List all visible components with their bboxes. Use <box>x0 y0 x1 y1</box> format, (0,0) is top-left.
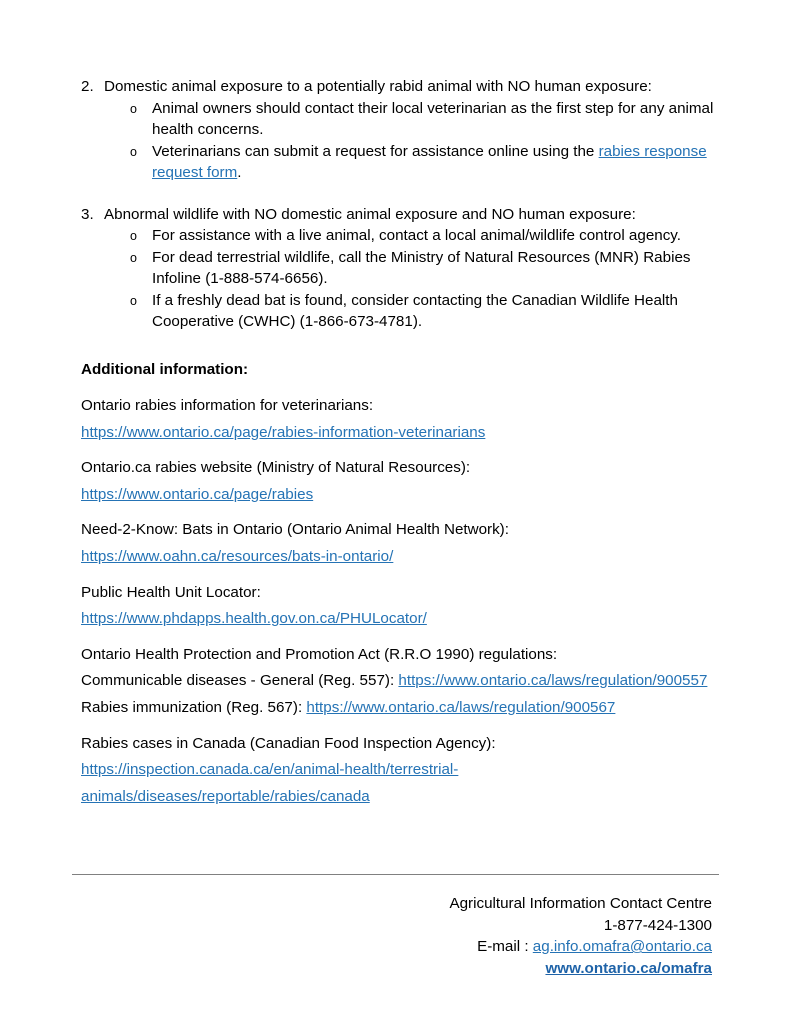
sub-bullet-text: If a freshly dead bat is found, consider contacting the Canadian Wildlife Health Cooperative (CWHC) (1-866-673-4781). <box>152 291 678 330</box>
additional-information-heading: Additional information: <box>81 360 249 378</box>
sub-bullet-item <box>81 98 726 141</box>
numbered-item-2-text: Domestic animal exposure to a potentially rabid animal with NO human exposure: <box>104 78 652 95</box>
footer-email-line <box>300 936 712 958</box>
sub-bullet-text: For dead terrestrial wildlife, call the Ministry of Natural Resources (MNR) Rabies Infoline (1-888-574-6656). <box>152 248 691 287</box>
numbered-item-3 <box>81 204 726 226</box>
footer-organization: Agricultural Information Contact Centre <box>449 895 712 912</box>
resource-link[interactable]: https://www.phdapps.health.gov.on.ca/PHULocator/ <box>81 610 427 628</box>
footer-phone: 1-877-424-1300 <box>603 916 712 934</box>
circle-bullet-icon: o <box>130 293 137 308</box>
resource-block <box>81 580 726 633</box>
regulations-heading: Ontario Health Protection and Promotion Act (R.R.O 1990) regulations: <box>81 645 558 663</box>
circle-bullet-icon: o <box>130 101 137 116</box>
resource-block <box>81 517 726 570</box>
spacer <box>81 380 726 393</box>
footer <box>300 893 712 979</box>
footer-website-link[interactable]: www.ontario.ca/omafra <box>545 959 712 977</box>
spacer <box>81 571 726 580</box>
resource-link[interactable]: https://www.ontario.ca/page/rabies <box>81 485 314 503</box>
regulation-557-link[interactable]: https://www.ontario.ca/laws/regulation/900557 <box>398 672 708 690</box>
sub-bullet-item <box>81 290 726 333</box>
resource-label: Ontario rabies information for veterinarians: <box>81 397 374 414</box>
resource-label: Need-2-Know: Bats in Ontario (Ontario Animal Health Network): <box>81 521 509 539</box>
resource-link[interactable]: https://www.ontario.ca/page/rabies-information-veterinarians <box>81 423 486 441</box>
sub-bullet-item <box>81 225 726 247</box>
regulation-567-link[interactable]: https://www.ontario.ca/laws/regulation/900567 <box>306 698 616 716</box>
circle-bullet-icon: o <box>130 229 137 243</box>
numbered-item-3-marker: 3. <box>81 205 94 223</box>
canada-cases-block <box>81 731 726 811</box>
canada-cases-link-line1[interactable]: https://inspection.canada.ca/en/animal-health/terrestrial- <box>81 761 459 779</box>
spacer <box>81 184 726 204</box>
document-body <box>81 76 726 810</box>
circle-bullet-icon: o <box>130 144 137 159</box>
sub-bullet-item <box>81 141 726 184</box>
spacer <box>81 633 726 642</box>
resource-label: Ontario.ca rabies website (Ministry of Natural Resources): <box>81 459 471 477</box>
spacer <box>81 446 726 455</box>
regulation-567-label: Rabies immunization (Reg. 567): <box>81 698 307 716</box>
resource-label: Public Health Unit Locator: <box>81 583 261 601</box>
circle-bullet-icon: o <box>130 250 137 265</box>
sub-bullet-item <box>81 247 726 290</box>
numbered-item-2-sublist <box>81 98 726 184</box>
numbered-item-3-sublist <box>81 225 726 333</box>
canada-cases-label: Rabies cases in Canada (Canadian Food Inspection Agency): <box>81 734 496 752</box>
sub-bullet-posttext: . <box>237 164 242 181</box>
sub-bullet-pretext: Veterinarians can submit a request for assistance online using the <box>152 142 599 160</box>
sub-bullet-text: Animal owners should contact their local veterinarian as the first step for any animal health concerns. <box>152 99 714 138</box>
footer-divider <box>72 874 719 875</box>
sub-bullet-text <box>152 141 726 184</box>
resource-block <box>81 455 726 508</box>
rabies-response-request-form-link[interactable]: rabies response request form <box>152 142 707 181</box>
numbered-item-2 <box>81 76 726 98</box>
regulations-block <box>81 642 726 722</box>
canada-cases-link-line2[interactable]: animals/diseases/reportable/rabies/canada <box>81 787 370 805</box>
spacer <box>81 722 726 731</box>
spacer <box>81 508 726 517</box>
resource-link[interactable]: https://www.oahn.ca/resources/bats-in-ontario/ <box>81 547 394 565</box>
footer-website-line <box>300 958 712 980</box>
numbered-item-2-marker: 2. <box>81 78 94 95</box>
footer-email-label: E-mail : <box>477 938 533 956</box>
regulation-557-label: Communicable diseases - General (Reg. 557): <box>81 672 399 690</box>
sub-bullet-text: For assistance with a live animal, contact a local animal/wildlife control agency. <box>152 227 681 244</box>
resource-block <box>81 393 726 446</box>
footer-email-link[interactable]: ag.info.omafra@ontario.ca <box>532 938 712 956</box>
numbered-item-3-text: Abnormal wildlife with NO domestic animal exposure and NO human exposure: <box>104 205 636 223</box>
spacer <box>81 333 726 359</box>
